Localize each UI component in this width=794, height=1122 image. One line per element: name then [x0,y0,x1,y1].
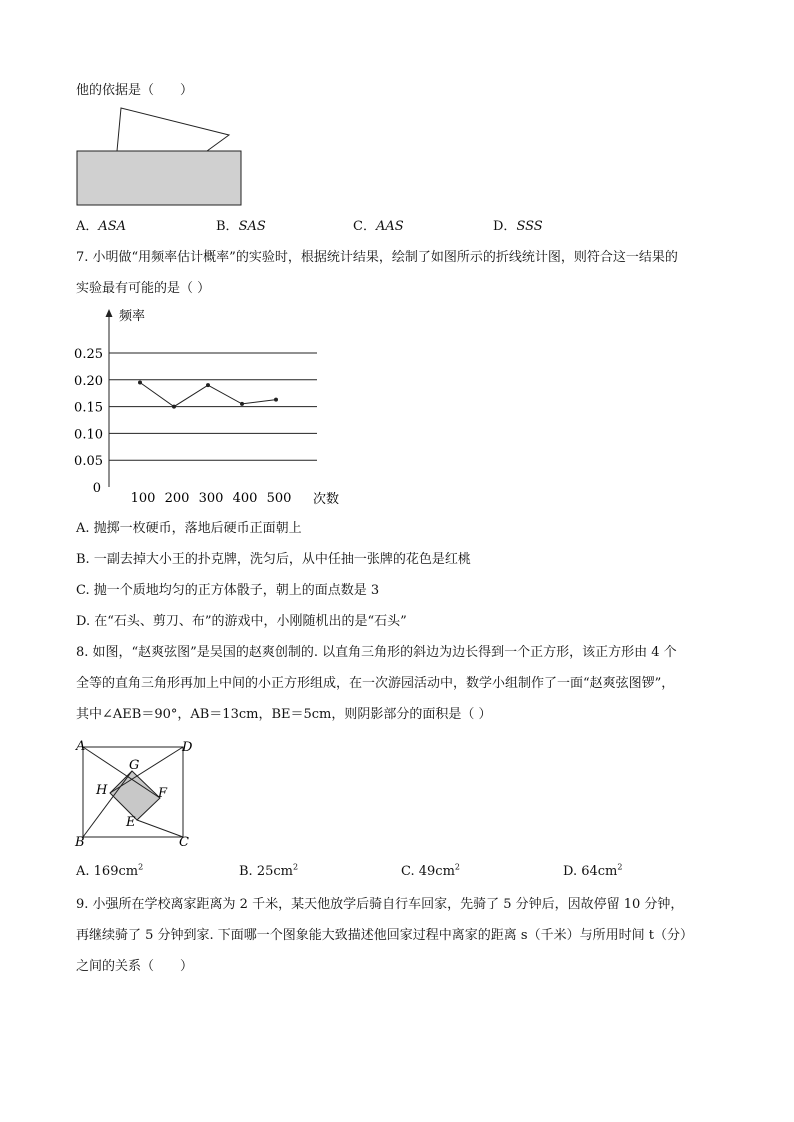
q8-option-c-label: C. 49cm [401,864,455,879]
q8-stem-line3: 其中∠AEB＝90°，AB＝13cm，BE＝5cm，则阴影部分的面积是（ ） [76,707,492,722]
label-e: E [126,815,136,830]
q6-option-d-letter: D． [493,219,517,234]
q8-option-c [401,864,460,880]
data-point [274,398,278,402]
inner-square-shaded [110,771,160,820]
q6-option-b-value: SAS [238,219,266,234]
q6-option-d [493,219,543,235]
q7-option-d: D. 在“石头、剪刀、布”的游戏中，小刚随机出的是“石头” [76,614,407,629]
label-h: H [96,783,108,798]
y-tick-label: 0.10 [74,427,103,443]
data-point [138,380,142,384]
q6-option-c-letter: C． [353,219,376,234]
label-g: G [129,758,140,773]
y-tick-label: 0.05 [74,454,103,470]
q8-option-d-sup: 2 [617,862,623,872]
q6-gray-block [77,151,241,205]
q7-option-c: C. 抛一个质地均匀的正方体骰子，朝上的面点数是 3 [76,583,380,598]
q6-option-a [76,219,126,235]
q8-option-a-label: A. 169cm [76,864,139,879]
q7-line-chart [70,305,360,510]
q8-option-d [563,864,622,880]
q6-option-d-value: SSS [516,219,543,234]
label-d: D [182,740,193,755]
q6-option-a-letter: A． [76,219,99,234]
q9-stem-line1: 9. 小强所在学校离家距离为 2 千米，某天他放学后骑自行车回家，先骑了 5 分钟后，因故停留 10 分钟， [76,897,684,912]
x-tick-label: 100 [130,491,156,506]
data-point [240,402,244,406]
y-tick-label: 0 [92,481,101,496]
y-tick-label: 0.20 [74,373,103,389]
line-c-e [137,820,183,837]
y-axis-arrow [106,309,113,317]
x-tick-label: 500 [266,491,292,506]
q6-figure [70,100,250,210]
q7-stem-line2: 实验最有可能的是（ ） [76,281,211,296]
label-a: A [76,739,86,754]
data-point [206,383,210,387]
label-f: F [158,786,168,801]
q8-option-b-sup: 2 [292,862,299,872]
q6-option-c [353,219,404,235]
q6-option-a-value: ASA [98,219,127,234]
q8-option-b [239,864,298,880]
q8-stem-line1: 8. 如图，“赵爽弦图”是吴国的赵爽创制的. 以直角三角形的斜边为边长得到一个正方形，该正方形由 4 个 [76,645,677,660]
q8-option-c-sup: 2 [454,862,460,872]
x-tick-label: 400 [232,491,258,506]
q6-option-c-value: AAS [375,219,404,234]
q6-stem: 他的依据是（ ） [76,83,194,98]
x-axis-title: 次数 [313,492,340,507]
y-tick-label: 0.25 [74,347,103,362]
q6-option-b [216,219,266,235]
q7-stem-line1: 7. 小明做“用频率估计概率”的实验时，根据统计结果，绘制了如图所示的折线统计图，则符合这一结果的 [76,250,678,265]
q8-option-d-label: D. 64cm [563,864,618,879]
q8-option-b-label: B. 25cm [239,864,293,879]
x-tick-label: 200 [164,491,190,506]
data-point [172,405,176,409]
x-tick-label: 300 [198,491,224,506]
y-axis-title: 频率 [119,309,146,324]
label-c: C [179,835,189,850]
y-tick-label: 0.15 [74,400,103,416]
q8-option-a [76,864,143,880]
q7-option-b: B. 一副去掉大小王的扑克牌，洗匀后，从中任抽一张牌的花色是红桃 [76,552,471,567]
q8-stem-line2: 全等的直角三角形再加上中间的小正方形组成，在一次游园活动中，数学小组制作了一面“赵爽弦图锣”， [76,676,675,691]
q6-option-b-letter: B． [216,219,239,234]
label-b: B [75,835,85,850]
q8-zhaoshuang-figure [70,735,210,853]
q9-stem-line3: 之间的关系（ ） [76,959,194,974]
q9-stem-line2: 再继续骑了 5 分钟到家. 下面哪一个图象能大致描述他回家过程中离家的距离 s（千米）与所用时间 t（分） [76,928,693,943]
q8-option-a-sup: 2 [138,862,144,872]
q7-option-a: A. 抛掷一枚硬币，落地后硬币正面朝上 [76,521,302,536]
q6-triangle [117,108,229,151]
